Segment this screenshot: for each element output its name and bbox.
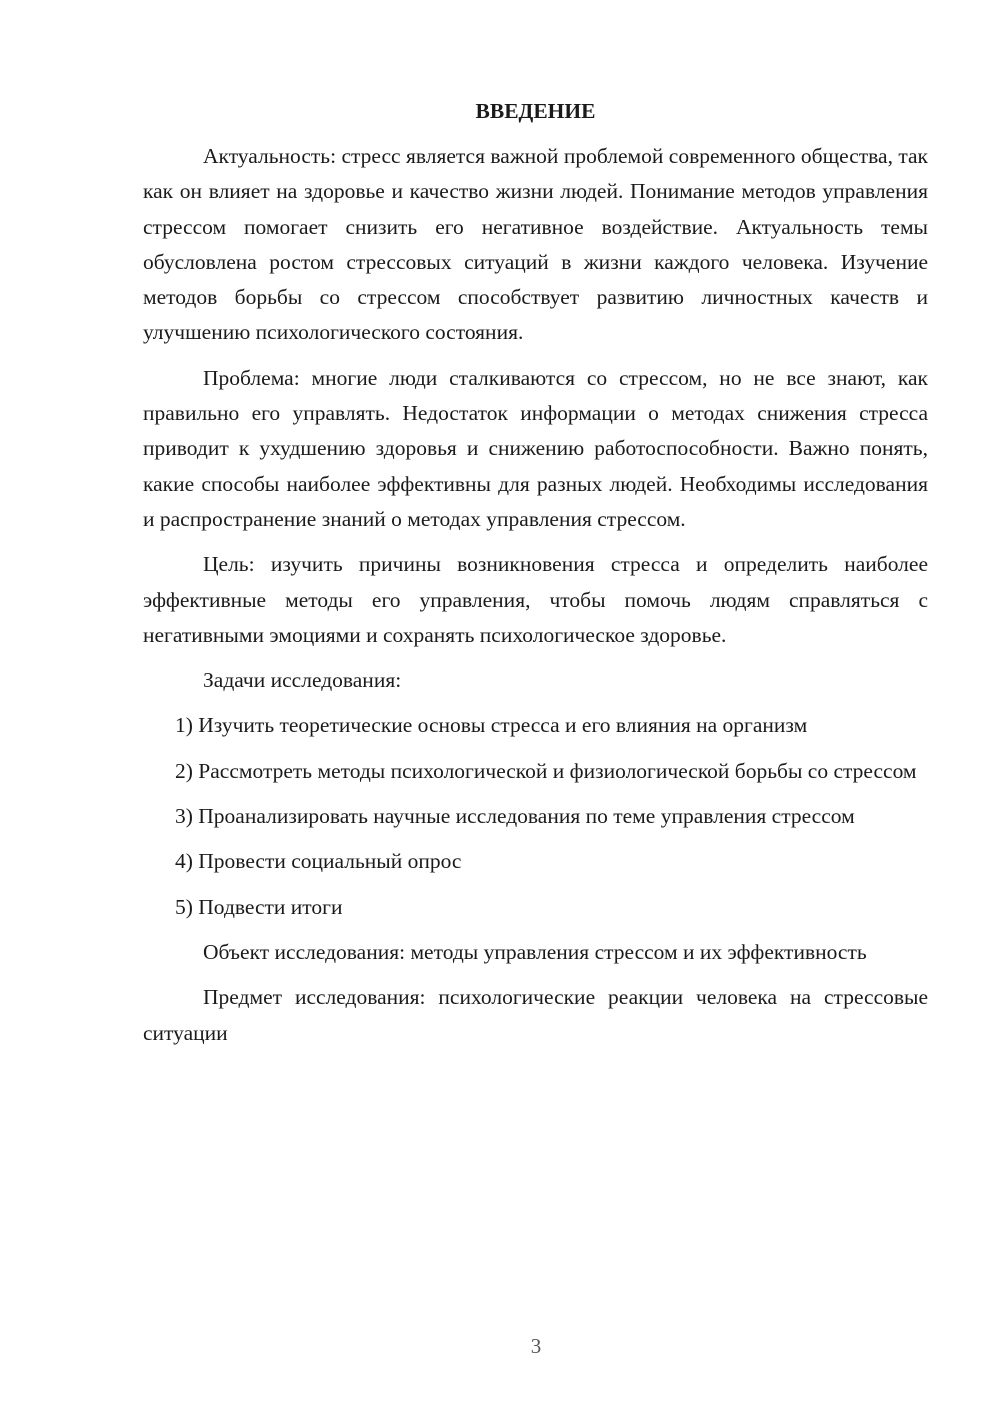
research-object-paragraph: Объект исследования: методы управления стрессом и их эффективность	[203, 939, 867, 964]
task-item-2: 2) Рассмотреть методы психологической и физиологической борьбы со стрессом	[175, 758, 917, 783]
task-item-3: 3) Проанализировать научные исследования по теме управления стрессом	[175, 804, 855, 829]
task-item-4: 4) Провести социальный опрос	[175, 849, 462, 874]
relevance-paragraph: Актуальность: стресс является важной проблемой современного общества, так как он влияет на здоровье и качество жизни людей. Понимание методов управления стрессом помогает снизить его негативное воздействие. Актуальность темы обусловлена ростом стрессовых ситуаций в жизни каждого человека. Изучение методов борьбы со стрессом способствует развитию личностных качеств и улучшению психологического состояния.	[143, 144, 928, 345]
section-title: ВВЕДЕНИЕ	[475, 99, 596, 123]
goal-paragraph: Цель: изучить причины возникновения стресса и определить наиболее эффективные методы его управления, чтобы помочь людям справляться с негативными эмоциями и сохранять психологическое здоровье.	[143, 552, 928, 647]
task-item-1: 1) Изучить теоретические основы стресса и его влияния на организм	[175, 713, 808, 738]
research-subject-paragraph: Предмет исследования: психологические реакции человека на стрессовые ситуации	[143, 985, 928, 1045]
problem-paragraph: Проблема: многие люди сталкиваются со стрессом, но не все знают, как правильно его управлять. Недостаток информации о методах снижения стресса приводит к ухудшению здоровья и снижению работоспособности. Важно понять, какие способы наиболее эффективны для разных людей. Необходимы исследования и распространение знаний о методах управления стрессом.	[143, 365, 928, 531]
task-item-5: 5) Подвести итоги	[175, 894, 343, 919]
tasks-heading: Задачи исследования:	[203, 668, 402, 693]
page-content	[143, 94, 928, 1061]
page-number: 3	[530, 1334, 542, 1358]
